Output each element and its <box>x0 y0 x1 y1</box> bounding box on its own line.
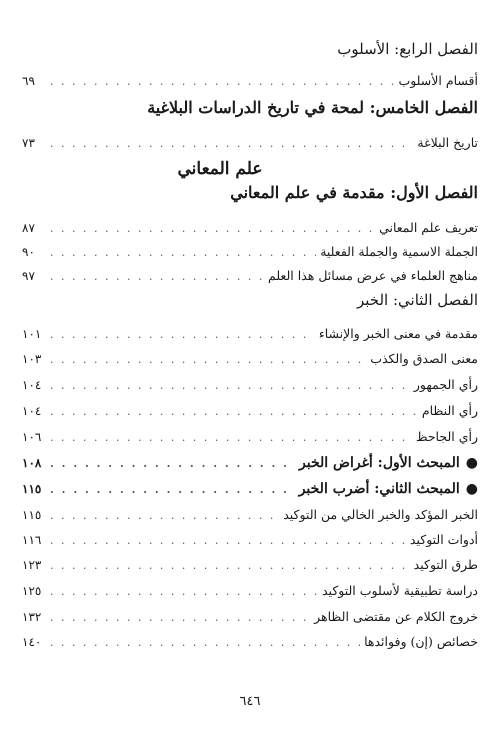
toc-entry <box>22 429 478 447</box>
toc-entry <box>22 135 478 153</box>
chapter-heading: الفصل الخامس: لمحة في تاريخ الدراسات البلاغية <box>147 98 478 117</box>
dot-leader <box>50 483 295 496</box>
dot-leader <box>50 611 310 624</box>
dot-leader <box>50 353 366 366</box>
dot-leader <box>50 585 318 598</box>
toc-entry <box>22 583 478 601</box>
toc-entry <box>22 634 478 652</box>
entry-page: ٩٧ <box>22 269 35 283</box>
dot-leader <box>50 431 412 444</box>
toc-entry <box>22 351 478 369</box>
entry-title: أقسام الأسلوب <box>398 73 478 88</box>
entry-page: ٩٠ <box>22 245 35 259</box>
dot-leader <box>50 379 410 392</box>
entry-title: تاريخ البلاغة <box>417 135 478 150</box>
dot-leader <box>50 457 295 470</box>
entry-page: ١٠٤ <box>22 404 42 418</box>
entry-page: ١١٥ <box>22 508 42 522</box>
entry-title: رأي الجاحظ <box>415 429 478 444</box>
dot-leader <box>50 509 279 522</box>
dot-leader <box>50 137 413 150</box>
chapter-heading: الفصل الرابع: الأسلوب <box>337 40 478 58</box>
entry-page: ١٢٣ <box>22 558 42 572</box>
entry-page: ١٣٢ <box>22 610 42 624</box>
entry-title: خصائص (إن) وفوائدها <box>364 634 478 649</box>
entry-page: ٧٣ <box>22 136 35 150</box>
entry-page: ١٠٣ <box>22 352 42 366</box>
entry-page: ١٠٦ <box>22 430 42 444</box>
entry-title: تعريف علم المعاني <box>379 220 478 235</box>
dot-leader <box>50 405 418 418</box>
entry-title: أدوات التوكيد <box>409 532 478 547</box>
entry-title: طرق التوكيد <box>413 557 478 572</box>
bullet-icon: ● <box>465 481 478 497</box>
entry-page: ١٠١ <box>22 327 42 341</box>
toc-entry <box>22 557 478 575</box>
chapter-heading: الفصل الثاني: الخبر <box>356 291 478 309</box>
toc-entry <box>22 268 478 286</box>
dot-leader <box>50 222 375 235</box>
entry-title <box>299 481 478 497</box>
toc-section-entry <box>22 481 478 499</box>
dot-leader <box>50 636 360 649</box>
entry-title: رأي الجمهور <box>413 377 478 392</box>
dot-leader <box>50 246 316 259</box>
bullet-icon: ● <box>465 455 478 471</box>
dot-leader <box>50 328 315 341</box>
entry-title: الخبر المؤكد والخبر الخالي من التوكيد <box>283 507 478 522</box>
entry-page: ١٠٨ <box>22 456 42 470</box>
entry-title-text: المبحث الأول: أغراض الخبر <box>299 455 460 471</box>
toc-entry <box>22 220 478 238</box>
entry-title: مقدمة في معنى الخبر والإنشاء <box>318 326 478 341</box>
chapter-heading: الفصل الأول: مقدمة في علم المعاني <box>230 183 478 202</box>
toc-entry <box>22 532 478 550</box>
part-title: علم المعاني <box>177 159 263 179</box>
toc-entry <box>22 609 478 627</box>
toc-entry <box>22 244 478 262</box>
entry-page: ١١٦ <box>22 533 42 547</box>
entry-page: ١٢٥ <box>22 584 42 598</box>
toc-entry <box>22 403 478 421</box>
dot-leader <box>50 270 264 283</box>
entry-page: ١١٥ <box>22 482 42 496</box>
entry-page: ٦٩ <box>22 74 35 88</box>
entry-title: معنى الصدق والكذب <box>370 351 478 366</box>
entry-title <box>299 455 478 471</box>
dot-leader <box>50 559 410 572</box>
entry-title: مناهج العلماء في عرض مسائل هذا العلم <box>268 268 478 283</box>
dot-leader <box>50 75 394 88</box>
toc-entry <box>22 326 478 344</box>
toc-entry <box>22 507 478 525</box>
entry-page: ١٠٤ <box>22 378 42 392</box>
entry-title: رأي النظام <box>421 403 478 418</box>
toc-section-entry <box>22 455 478 473</box>
toc-entry <box>22 377 478 395</box>
entry-page: ٨٧ <box>22 221 35 235</box>
entry-title: دراسة تطبيقية لأسلوب التوكيد <box>321 583 478 598</box>
dot-leader <box>50 534 406 547</box>
entry-title: خروج الكلام عن مقتضى الظاهر <box>314 609 478 624</box>
toc-entry <box>22 73 478 91</box>
entry-title-text: المبحث الثاني: أضرب الخبر <box>298 481 460 497</box>
entry-page: ١٤٠ <box>22 635 42 649</box>
entry-title: الجملة الاسمية والجملة الفعلية <box>320 244 478 259</box>
page-number: ٦٤٦ <box>239 694 261 709</box>
